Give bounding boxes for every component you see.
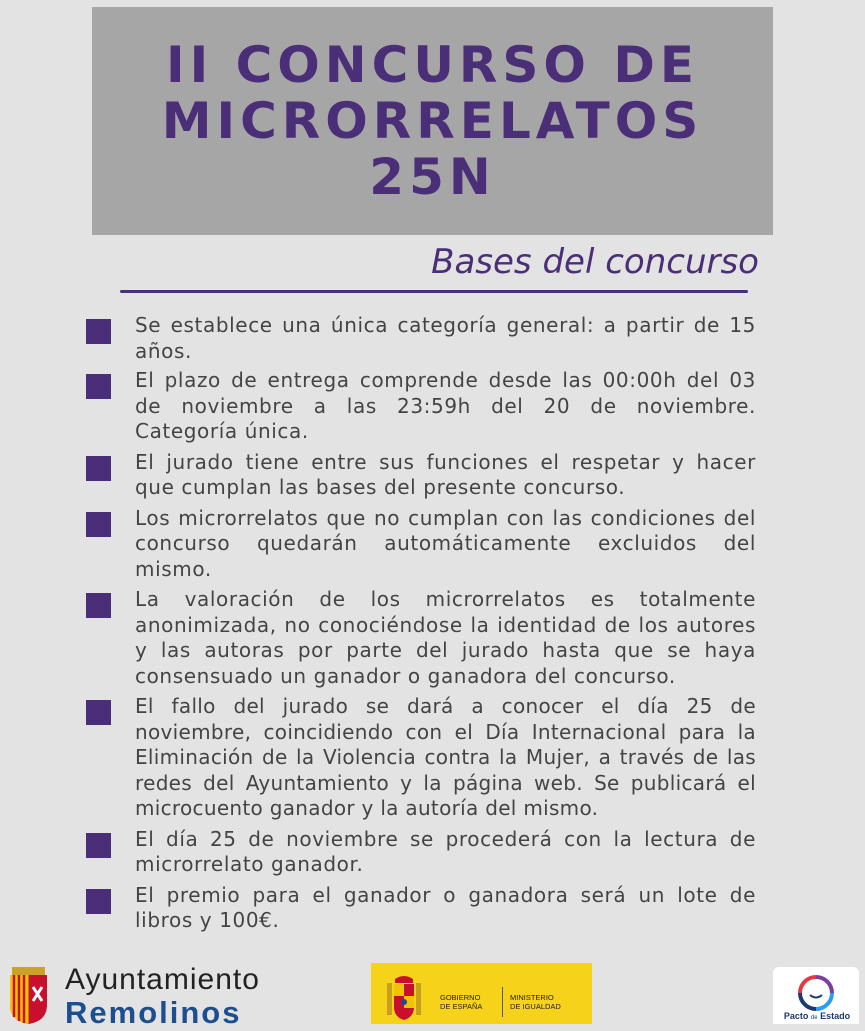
gobierno-ministerio-logo bbox=[371, 963, 592, 1024]
pacto-ring-icon bbox=[790, 971, 842, 1011]
bullet-square-icon bbox=[86, 833, 111, 858]
ayuntamiento-logo-text: Ayuntamiento bbox=[65, 963, 260, 996]
logo-divider bbox=[502, 987, 503, 1017]
bullet-square-icon bbox=[86, 319, 111, 344]
rule-item bbox=[86, 694, 756, 822]
rule-text: El jurado tiene entre sus funciones el respetar y hacer que cumplan las bases del presente concurso. bbox=[135, 449, 756, 499]
ministerio-line-1: MINISTERIO bbox=[510, 993, 554, 1002]
remolinos-coat-of-arms-icon bbox=[6, 967, 51, 1024]
footer-logos bbox=[0, 955, 865, 1030]
title-banner bbox=[92, 7, 773, 235]
pacto-estado-word: Estado bbox=[820, 1011, 851, 1021]
rule-text: Los microrrelatos que no cumplan con las condiciones del concurso quedarán automáticamente excluidos del mismo. bbox=[135, 505, 756, 581]
title-line-1: II CONCURSO DE bbox=[165, 36, 700, 94]
remolinos-logo-text: Remolinos bbox=[65, 995, 242, 1030]
spain-coat-of-arms-icon bbox=[385, 975, 423, 1022]
rule-item bbox=[86, 883, 756, 934]
pacto-de-word: de bbox=[810, 1015, 818, 1021]
title-line-3: 25N bbox=[369, 148, 496, 206]
bullet-square-icon bbox=[86, 700, 111, 725]
ministerio-line-2: DE IGUALDAD bbox=[510, 1002, 561, 1011]
rule-text: La valoración de los microrrelatos es totalmente anonimizada, no conociéndose la identidad de los autores y las autoras por parte del jurado hasta que se haya consensuado un ganador o ganadora del concurso. bbox=[135, 587, 756, 688]
ministerio-text bbox=[510, 993, 561, 1011]
gobierno-line-2: DE ESPAÑA bbox=[440, 1002, 483, 1011]
gobierno-line-1: GOBIERNO bbox=[440, 993, 481, 1002]
rule-text: El día 25 de noviembre se procederá con la lectura de microrrelato ganador. bbox=[135, 826, 756, 876]
bullet-square-icon bbox=[86, 512, 111, 537]
rule-item bbox=[86, 827, 756, 878]
pacto-de-estado-logo bbox=[773, 967, 859, 1024]
rule-text: Se establece una única categoría general: a partir de 15 años. bbox=[135, 313, 756, 363]
bullet-square-icon bbox=[86, 593, 111, 618]
subtitle-underline bbox=[120, 290, 748, 293]
rule-text: El premio para el ganador o ganadora será un lote de libros y 100€. bbox=[135, 882, 756, 932]
rule-item bbox=[86, 368, 756, 445]
rule-item bbox=[86, 313, 756, 364]
bullet-square-icon bbox=[86, 889, 111, 914]
subtitle: Bases del concurso bbox=[431, 242, 759, 282]
rule-item bbox=[86, 506, 756, 583]
rule-text: El plazo de entrega comprende desde las 00:00h del 03 de noviembre a las 23:59h del 20 de noviembre. Categoría única. bbox=[135, 368, 756, 443]
pacto-word: Pacto bbox=[783, 1011, 809, 1021]
bullet-square-icon bbox=[86, 456, 111, 481]
rule-item bbox=[86, 587, 756, 689]
bullet-square-icon bbox=[86, 374, 111, 399]
rules-list bbox=[86, 313, 756, 934]
rule-text: El fallo del jurado se dará a conocer el día 25 de noviembre, coincidiendo con el Día Internacional para la Eliminación de la Violencia contra la Mujer, a través de las redes del Ayuntamiento y la página web. Se publicará el microcuento ganador y la autoría del mismo. bbox=[135, 694, 756, 820]
title-line-2: MICRORRELATOS bbox=[161, 92, 704, 150]
gobierno-text bbox=[440, 993, 482, 1011]
rule-item bbox=[86, 450, 756, 501]
pacto-text bbox=[777, 1011, 857, 1021]
